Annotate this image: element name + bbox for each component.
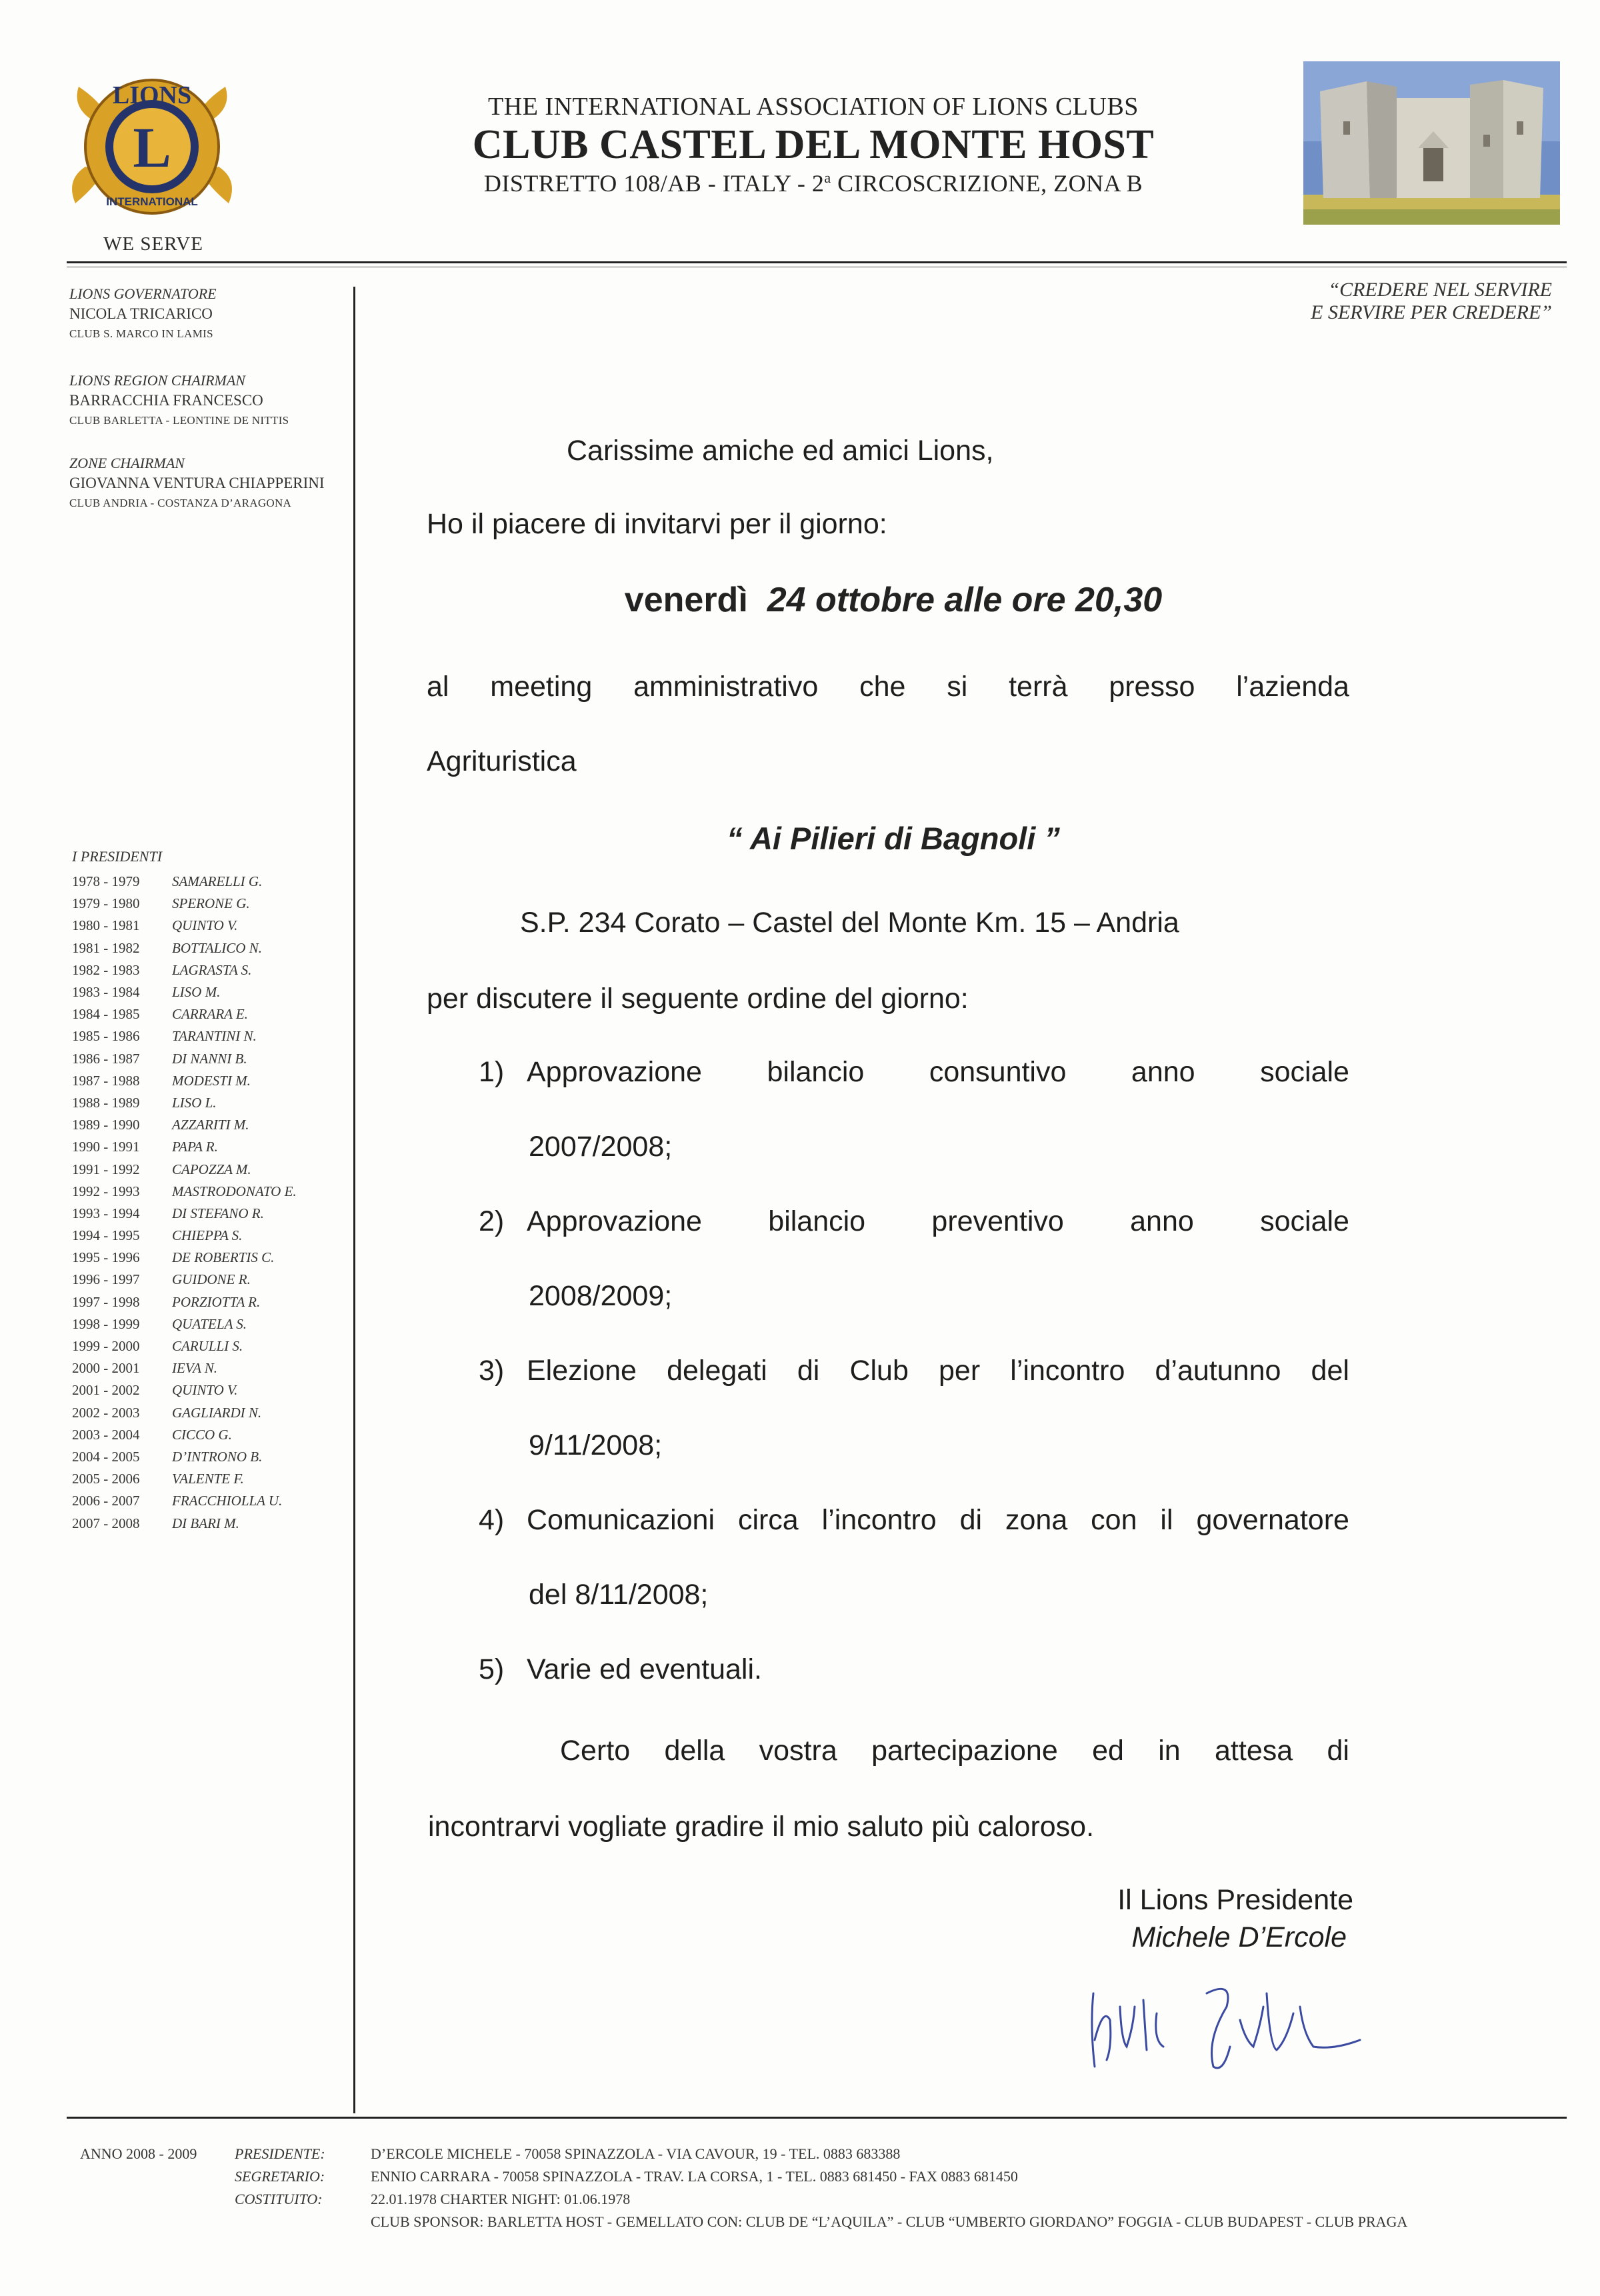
- president-row: [72, 1092, 352, 1114]
- word: partecipazione: [871, 1735, 1058, 1767]
- word: Varie ed eventuali.: [527, 1653, 762, 1685]
- president-years: 1978 - 1979: [72, 873, 140, 890]
- signatory-name: Michele D’Ercole: [1131, 1921, 1347, 1953]
- president-row: [72, 1003, 352, 1025]
- president-name: MASTRODONATO E.: [172, 1183, 297, 1199]
- president-name: FRACCHIOLLA U.: [172, 1493, 283, 1509]
- word: presso: [1109, 671, 1195, 703]
- header-rule: [67, 261, 1567, 263]
- president-row: [72, 1025, 352, 1047]
- agenda-item-number: 1): [479, 1056, 505, 1088]
- officer-governor: LIONS GOVERNATORE NICOLA TRICARICO CLUB S. MARCO IN LAMIS: [69, 285, 217, 340]
- president-name: QUATELA S.: [172, 1315, 247, 1332]
- president-years: 1982 - 1983: [72, 961, 140, 978]
- word: che: [859, 671, 906, 703]
- venue-address: S.P. 234 Corato – Castel del Monte Km. 15 – Andria: [520, 907, 1179, 939]
- word: l’azienda: [1236, 671, 1349, 703]
- venue-name: “ Ai Pilieri di Bagnoli ”: [727, 821, 1060, 856]
- word: bilancio: [767, 1056, 865, 1088]
- agenda-item-continuation: 2008/2009;: [529, 1280, 673, 1312]
- president-row: [72, 1136, 352, 1158]
- agenda-item-text: [527, 1355, 1349, 1387]
- agenda-item-continuation: 2007/2008;: [529, 1131, 673, 1163]
- president-row: [72, 1313, 352, 1335]
- president-years: 1993 - 1994: [72, 1205, 140, 1221]
- president-name: CAPOZZA M.: [172, 1161, 251, 1177]
- club-motto: “CREDERE NEL SERVIRE E SERVIRE PER CREDERE”: [1311, 279, 1552, 323]
- president-years: 2007 - 2008: [72, 1515, 140, 1531]
- word: in: [1158, 1735, 1181, 1767]
- president-years: 1980 - 1981: [72, 917, 140, 934]
- president-row: [72, 1247, 352, 1269]
- president-years: 1992 - 1993: [72, 1183, 140, 1199]
- footer-rule: [67, 2117, 1567, 2119]
- president-years: 1979 - 1980: [72, 895, 140, 912]
- word: si: [947, 671, 968, 703]
- word: il: [1160, 1504, 1173, 1536]
- agenda-item-number: 4): [479, 1504, 505, 1536]
- presidents-heading: I PRESIDENTI: [72, 848, 163, 865]
- lions-logo: [65, 67, 239, 227]
- word: anno: [1131, 1056, 1195, 1088]
- president-name: TARANTINI N.: [172, 1028, 257, 1045]
- president-years: 1998 - 1999: [72, 1315, 140, 1332]
- agenda-item-text: [527, 1653, 762, 1686]
- word: Certo: [560, 1735, 631, 1767]
- word: sociale: [1260, 1205, 1349, 1237]
- president-name: CHIEPPA S.: [172, 1227, 243, 1244]
- officer-region-chairman: LIONS REGION CHAIRMAN BARRACCHIA FRANCESCO CLUB BARLETTA - LEONTINE DE NITTIS: [69, 372, 289, 427]
- president-row: [72, 937, 352, 959]
- president-row: [72, 1158, 352, 1180]
- president-years: 1997 - 1998: [72, 1293, 140, 1310]
- president-name: BOTTALICO N.: [172, 939, 262, 956]
- word: delegati: [667, 1355, 767, 1387]
- svg-text:LIONS: LIONS: [112, 81, 192, 109]
- agenda-item-text: [527, 1205, 1349, 1238]
- association-name: THE INTERNATIONAL ASSOCIATION OF LIONS CLUBS: [488, 93, 1139, 121]
- president-row: [72, 1490, 352, 1512]
- word: governatore: [1196, 1504, 1349, 1536]
- president-name: PAPA R.: [172, 1139, 218, 1155]
- president-years: 1984 - 1985: [72, 1006, 140, 1023]
- president-row: [72, 981, 352, 1003]
- svg-text:INTERNATIONAL: INTERNATIONAL: [106, 195, 198, 208]
- president-row: [72, 1203, 352, 1225]
- word: l’incontro: [1010, 1355, 1125, 1387]
- president-row: [72, 1225, 352, 1247]
- president-years: 1990 - 1991: [72, 1139, 140, 1155]
- president-years: 1983 - 1984: [72, 984, 140, 1001]
- president-row: [72, 1048, 352, 1070]
- president-name: PORZIOTTA R.: [172, 1293, 261, 1310]
- president-row: [72, 1379, 352, 1401]
- president-years: 1988 - 1989: [72, 1094, 140, 1111]
- president-name: DE ROBERTIS C.: [172, 1249, 275, 1266]
- president-years: 2003 - 2004: [72, 1426, 140, 1443]
- footer-sponsor: CLUB SPONSOR: BARLETTA HOST - GEMELLATO CON: CLUB DE “L’AQUILA” - CLUB “UMBERTO GIORDANO” FOGGIA - CLUB BUDAPEST - CLUB PRAGA: [371, 2213, 1408, 2230]
- president-name: D’INTRONO B.: [172, 1448, 263, 1465]
- footer-label-founded: COSTITUITO:: [235, 2191, 323, 2207]
- agri-line: Agrituristica: [427, 745, 577, 777]
- president-row: [72, 893, 352, 915]
- president-name: LISO L.: [172, 1094, 217, 1111]
- president-name: IEVA N.: [172, 1360, 218, 1377]
- signatory-role: Il Lions Presidente: [1117, 1884, 1353, 1916]
- meeting-date: venerdì 24 ottobre alle ore 20,30: [624, 581, 1163, 619]
- president-row: [72, 1114, 352, 1136]
- word: di: [1327, 1735, 1349, 1767]
- club-name: CLUB CASTEL DEL MONTE HOST: [472, 122, 1155, 167]
- president-row: [72, 1402, 352, 1424]
- word: ed: [1092, 1735, 1124, 1767]
- word: per: [939, 1355, 981, 1387]
- footer-founded: 22.01.1978 CHARTER NIGHT: 01.06.1978: [371, 2191, 631, 2207]
- footer-label-president: PRESIDENTE:: [235, 2145, 325, 2162]
- president-name: VALENTE F.: [172, 1471, 244, 1487]
- word: Approvazione: [527, 1205, 702, 1237]
- president-row: [72, 1446, 352, 1468]
- footer-secretary: ENNIO CARRARA - 70058 SPINAZZOLA - TRAV. LA CORSA, 1 - TEL. 0883 681450 - FAX 0883 681450: [371, 2168, 1018, 2185]
- president-row: [72, 1424, 352, 1446]
- footer-label-secretary: SEGRETARIO:: [235, 2168, 325, 2185]
- word: l’incontro: [821, 1504, 937, 1536]
- presidents-list: [72, 871, 352, 1535]
- president-years: 1989 - 1990: [72, 1117, 140, 1133]
- president-years: 2000 - 2001: [72, 1360, 140, 1377]
- president-years: 1981 - 1982: [72, 939, 140, 956]
- word: vostra: [759, 1735, 837, 1767]
- word: anno: [1130, 1205, 1194, 1237]
- president-years: 1986 - 1987: [72, 1050, 140, 1067]
- word: preventivo: [931, 1205, 1064, 1237]
- word: Club: [849, 1355, 909, 1387]
- president-row: [72, 1181, 352, 1203]
- president-name: QUINTO V.: [172, 917, 238, 934]
- president-name: CICCO G.: [172, 1426, 232, 1443]
- word: della: [664, 1735, 725, 1767]
- word: d’autunno: [1155, 1355, 1281, 1387]
- president-row: [72, 1468, 352, 1490]
- president-years: 1985 - 1986: [72, 1028, 140, 1045]
- we-serve-label: WE SERVE: [103, 233, 203, 255]
- svg-text:L: L: [133, 115, 171, 179]
- closing-line-2: incontrarvi vogliate gradire il mio saluto più caloroso.: [428, 1811, 1095, 1843]
- president-name: SPERONE G.: [172, 895, 250, 912]
- word: zona: [1005, 1504, 1068, 1536]
- president-name: MODESTI M.: [172, 1072, 251, 1089]
- president-name: GAGLIARDI N.: [172, 1404, 262, 1421]
- word: meeting: [490, 671, 593, 703]
- agenda-item-number: 5): [479, 1653, 505, 1685]
- word: attesa: [1215, 1735, 1293, 1767]
- president-name: LISO M.: [172, 984, 221, 1001]
- word: sociale: [1260, 1056, 1349, 1088]
- president-row: [72, 1070, 352, 1092]
- word: al: [427, 671, 449, 703]
- president-name: DI BARI M.: [172, 1515, 239, 1531]
- president-name: CARRARA E.: [172, 1006, 248, 1023]
- president-years: 2006 - 2007: [72, 1493, 140, 1509]
- handwritten-signature: [1080, 1967, 1373, 2080]
- agenda-item-text: [527, 1056, 1349, 1089]
- president-years: 2005 - 2006: [72, 1471, 140, 1487]
- president-row: [72, 915, 352, 937]
- president-name: QUINTO V.: [172, 1382, 238, 1399]
- agenda-item-number: 2): [479, 1205, 505, 1237]
- president-years: 2002 - 2003: [72, 1404, 140, 1421]
- officer-zone-chairman: ZONE CHAIRMAN GIOVANNA VENTURA CHIAPPERINI CLUB ANDRIA - COSTANZA D’ARAGONA: [69, 455, 325, 509]
- word: di: [797, 1355, 820, 1387]
- president-name: GUIDONE R.: [172, 1271, 251, 1288]
- president-name: CARULLI S.: [172, 1338, 243, 1355]
- president-years: 1991 - 1992: [72, 1161, 140, 1177]
- president-row: [72, 1269, 352, 1291]
- word: consuntivo: [929, 1056, 1067, 1088]
- president-name: SAMARELLI G.: [172, 873, 263, 890]
- word: Comunicazioni: [527, 1504, 715, 1536]
- agenda-item-continuation: del 8/11/2008;: [529, 1579, 709, 1611]
- president-years: 1994 - 1995: [72, 1227, 140, 1244]
- president-row: [72, 1357, 352, 1379]
- president-row: [72, 959, 352, 981]
- agenda-item-text: [527, 1504, 1349, 1537]
- word: terrà: [1009, 671, 1068, 703]
- president-row: [72, 1291, 352, 1313]
- president-years: 2001 - 2002: [72, 1382, 140, 1399]
- word: Approvazione: [527, 1056, 702, 1088]
- intro-line: Ho il piacere di invitarvi per il giorno:: [427, 508, 887, 540]
- president-name: DI NANNI B.: [172, 1050, 247, 1067]
- president-row: [72, 871, 352, 893]
- president-years: 1995 - 1996: [72, 1249, 140, 1266]
- district-line: DISTRETTO 108/AB - ITALY - 2$^a$ CIRCOSCRIZIONE, ZONA B: [483, 169, 1143, 197]
- footer-president: D’ERCOLE MICHELE - 70058 SPINAZZOLA - VIA CAVOUR, 19 - TEL. 0883 683388: [371, 2145, 901, 2162]
- word: bilancio: [768, 1205, 866, 1237]
- word: con: [1091, 1504, 1137, 1536]
- closing-line-1: [560, 1735, 1349, 1767]
- president-years: 2004 - 2005: [72, 1448, 140, 1465]
- agenda-intro: per discutere il seguente ordine del giorno:: [427, 983, 969, 1015]
- agenda-item-number: 3): [479, 1355, 505, 1387]
- word: circa: [737, 1504, 799, 1536]
- sidebar-divider: [353, 287, 355, 2113]
- president-years: 1996 - 1997: [72, 1271, 140, 1288]
- meeting-line: [427, 671, 1349, 703]
- president-name: AZZARITI M.: [172, 1117, 249, 1133]
- word: del: [1311, 1355, 1349, 1387]
- word: amministrativo: [633, 671, 819, 703]
- word: di: [959, 1504, 983, 1536]
- president-row: [72, 1335, 352, 1357]
- agenda-item-continuation: 9/11/2008;: [529, 1429, 663, 1461]
- president-years: 1999 - 2000: [72, 1338, 140, 1355]
- greeting: Carissime amiche ed amici Lions,: [567, 435, 994, 467]
- castle-image: [1303, 61, 1560, 225]
- footer-year: ANNO 2008 - 2009: [80, 2145, 197, 2162]
- president-name: DI STEFANO R.: [172, 1205, 264, 1221]
- president-name: LAGRASTA S.: [172, 961, 252, 978]
- president-years: 1987 - 1988: [72, 1072, 140, 1089]
- president-row: [72, 1512, 352, 1534]
- word: Elezione: [527, 1355, 637, 1387]
